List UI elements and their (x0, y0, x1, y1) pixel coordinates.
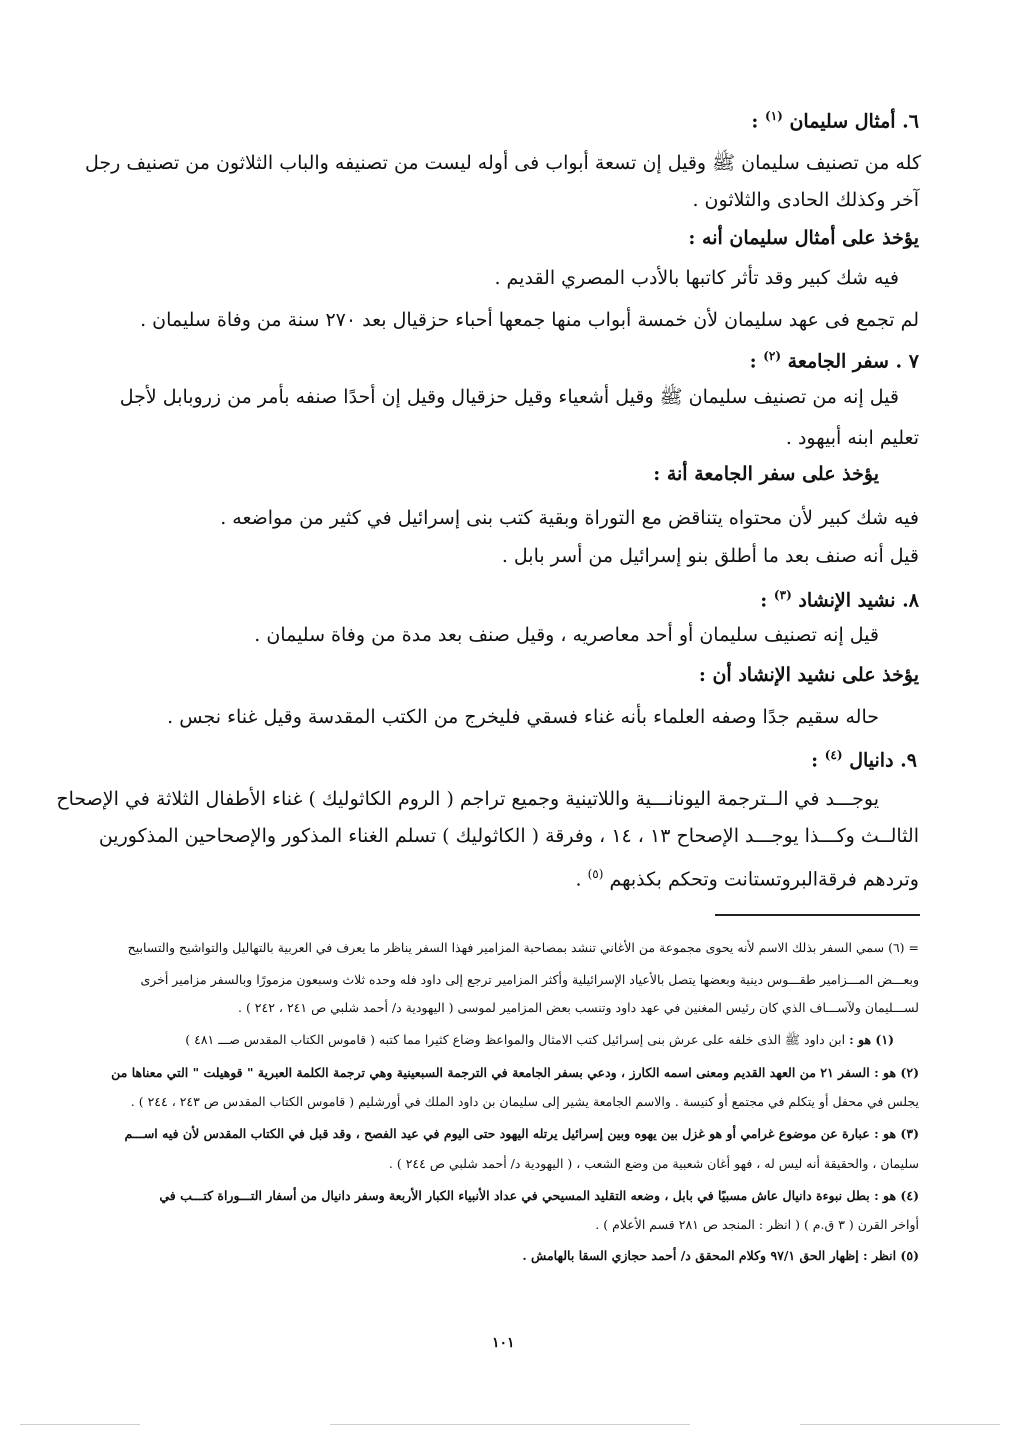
section-8-heading: ٨. نشيد الإنشاد $^{(٣)}$ : (760, 588, 919, 612)
footnote-2-line-1: (٢) هو : السفر ٢١ من العهد القديم ومعنى اسمه الكارز ، ودعي بسفر الجامعة في الترجمة السبعينية وهي ترجمة الكلمة العبرية " قوهيلت " التي معناها من (111, 1065, 919, 1080)
scan-edge-mark (330, 1424, 690, 1425)
footnote-4-line-1: (٤) هو : بطل نبوءة دانيال عاش مسبيًا في بابل ، وضعه التقليد المسيحي في عداد الأنبياء الكبار الأربعة وسفر دانيال من أسفار التـــوراة كتـــب في (159, 1188, 919, 1203)
footnote-3-line-1: (٣) هو : عبارة عن موضوع غرامي أو هو غزل بين يهوه وبين إسرائيل يرتله اليهود حتى اليوم في عيد الفصح ، وقد قبل في الكتاب المقدس لأن فيه اســـم (124, 1126, 919, 1141)
section-6-note-1: فيه شك كبير وقد تأثر كاتبها بالأدب المصري القديم . (494, 267, 899, 289)
footnote-ref-4[interactable]: (٤) (824, 748, 843, 762)
footnote-separator (715, 914, 920, 916)
section-9-heading: ٩. دانيال $^{(٤)}$ : (811, 748, 917, 772)
section-9-text-line-3: وتردهم فرقةالبروتستانت وتحكم بكذبهم $^{(٥)}$ . (575, 867, 919, 891)
section-7-text-line-2: تعليم ابنه أبيهود . (785, 427, 919, 449)
footnote-1: (١) هو : ابن داود ﷺ الذى خلفه على عرش بنى إسرائيل كتب الامثال والمواعظ وضاع كثيرا مما كتبه ( قاموس الكتاب المقدس صـــ ٤٨١ ) (185, 1032, 894, 1047)
section-8-note-1: حاله سقيم جدًا وصفه العلماء بأنه غناء فسقي فليخرج من الكتب المقدسة وقيل غناء نجس . (167, 706, 879, 728)
section-9-text-line-1: يوجـــد في الــترجمة اليونانـــية واللاتينية وجميع تراجم ( الروم الكاثوليك ) غناء الأطفال الثلاثة في الإصحاح (56, 788, 879, 810)
footnote-3-label: (٣) هو : (874, 1126, 919, 1141)
section-7-heading: ٧ . سفر الجامعة $^{(٢)}$ : (749, 349, 919, 373)
section-6-text-line-2: آخر وكذلك الحادى والثلاثون . (692, 189, 919, 211)
section-7-note-heading: يؤخذ على سفر الجامعة أنة : (653, 463, 879, 485)
scan-edge-mark (20, 1424, 140, 1425)
footnote-ref-2[interactable]: (٢) (763, 349, 782, 363)
section-8-text-line-1: قيل إنه تصنيف سليمان أو أحد معاصريه ، وقيل صنف بعد مدة من وفاة سليمان . (254, 624, 879, 646)
section-9-text-line-2: الثالــث وكـــذا يوجـــد الإصحاح ١٣ ، ١٤ ، وفرقة ( الكاثوليك ) تسلم الغناء المذكور والإصحاحين المذكورين (98, 825, 919, 847)
footnote-6-line-3: لســـليمان ولآســـاف الذي كان رئيس المغنين في عهد داود وتنسب بعض المزامير لموسى ( اليهودية د/ أحمد شلبي ص ٢٤١ ، ٢٤٢ ) . (238, 1000, 919, 1015)
section-7-text-line-1: قيل إنه من تصنيف سليمان ﷺ وقيل أشعياء وقيل حزقيال وقيل إن أحدًا صنفه بأمر من زروبابل لأجل (119, 386, 899, 408)
footnote-2-label: (٢) هو : (874, 1065, 919, 1080)
footnote-4-line-2: أواخر القرن ( ٣ ق.م ) ( انظر : المنجد ص ٢٨١ قسم الأعلام ) . (595, 1217, 919, 1232)
footnote-3-line-2: سليمان ، والحقيقة أنه ليس له ، فهو أغان شعبية من وضع الشعب ، ( اليهودية د/ أحمد شلبي ص ٢٤٤ ) . (388, 1156, 919, 1171)
footnote-4-label: (٤) هو : (874, 1188, 919, 1203)
section-6-heading: ٦. أمثال سليمان $^{(١)}$ : (751, 109, 919, 133)
section-6-note-2: لم تجمع فى عهد سليمان لأن خمسة أبواب منها جمعها أحباء حزقيال بعد ٢٧٠ سنة من وفاة سليمان . (140, 309, 919, 331)
footnote-6-line-2: وبعـــض المـــزامير طقـــوس دينية وبعضها يتصل بالأعياد الإسرائيلية وأكثر المزامير ترجع إلى داود فله وحده ثلاث وسبعون مزمورًا وبالسفر مزامير أخرى (140, 972, 919, 987)
section-6-note-heading: يؤخذ على أمثال سليمان أنه : (688, 227, 919, 249)
footnote-2-line-2: يجلس في محفل أو يتكلم في مجتمع أو كنيسة . والاسم الجامعة يشير إلى سليمان بن داود الملك في أورشليم ( قاموس الكتاب المقدس ص ٢٤٣ ، ٢٤٤ ) . (130, 1094, 919, 1109)
section-7-note-1: فيه شك كبير لأن محتواه يتناقض مع التوراة وبقية كتب بنى إسرائيل في كثير من مواضعه . (220, 507, 919, 529)
footnote-6-line-1: = (٦) سمي السفر بذلك الاسم لأنه يحوى مجموعة من الأغاني تنشد بمصاحبة المزامير فهذا السفر يناظر ما يعرف في العربية بالتهاليل والتواشيح والتسابيح (127, 940, 919, 955)
footnote-ref-5[interactable]: (٥) (587, 867, 604, 881)
page-number: ١٠١ (492, 1335, 515, 1351)
footnote-5-label: (٥) انظر : (863, 1248, 919, 1263)
section-8-note-heading: يؤخذ على نشيد الإنشاد أن : (698, 664, 919, 686)
footnote-ref-3[interactable]: (٣) (773, 588, 792, 602)
scan-edge-mark (800, 1424, 1000, 1425)
section-7-note-2: قيل أنه صنف بعد ما أطلق بنو إسرائيل من أسر بابل . (501, 545, 919, 567)
section-6-text-line-1: كله من تصنيف سليمان ﷺ وقيل إن تسعة أبواب فى أوله ليست من تصنيفه والباب الثلاثون من تصنيف رجل (85, 152, 921, 174)
footnote-5: (٥) انظر : إظهار الحق ٩٧/١ وكلام المحقق د/ أحمد حجازي السقا بالهامش . (522, 1248, 919, 1263)
footnote-1-label: (١) هو : (849, 1032, 894, 1047)
footnote-ref-1[interactable]: (١) (765, 109, 783, 123)
